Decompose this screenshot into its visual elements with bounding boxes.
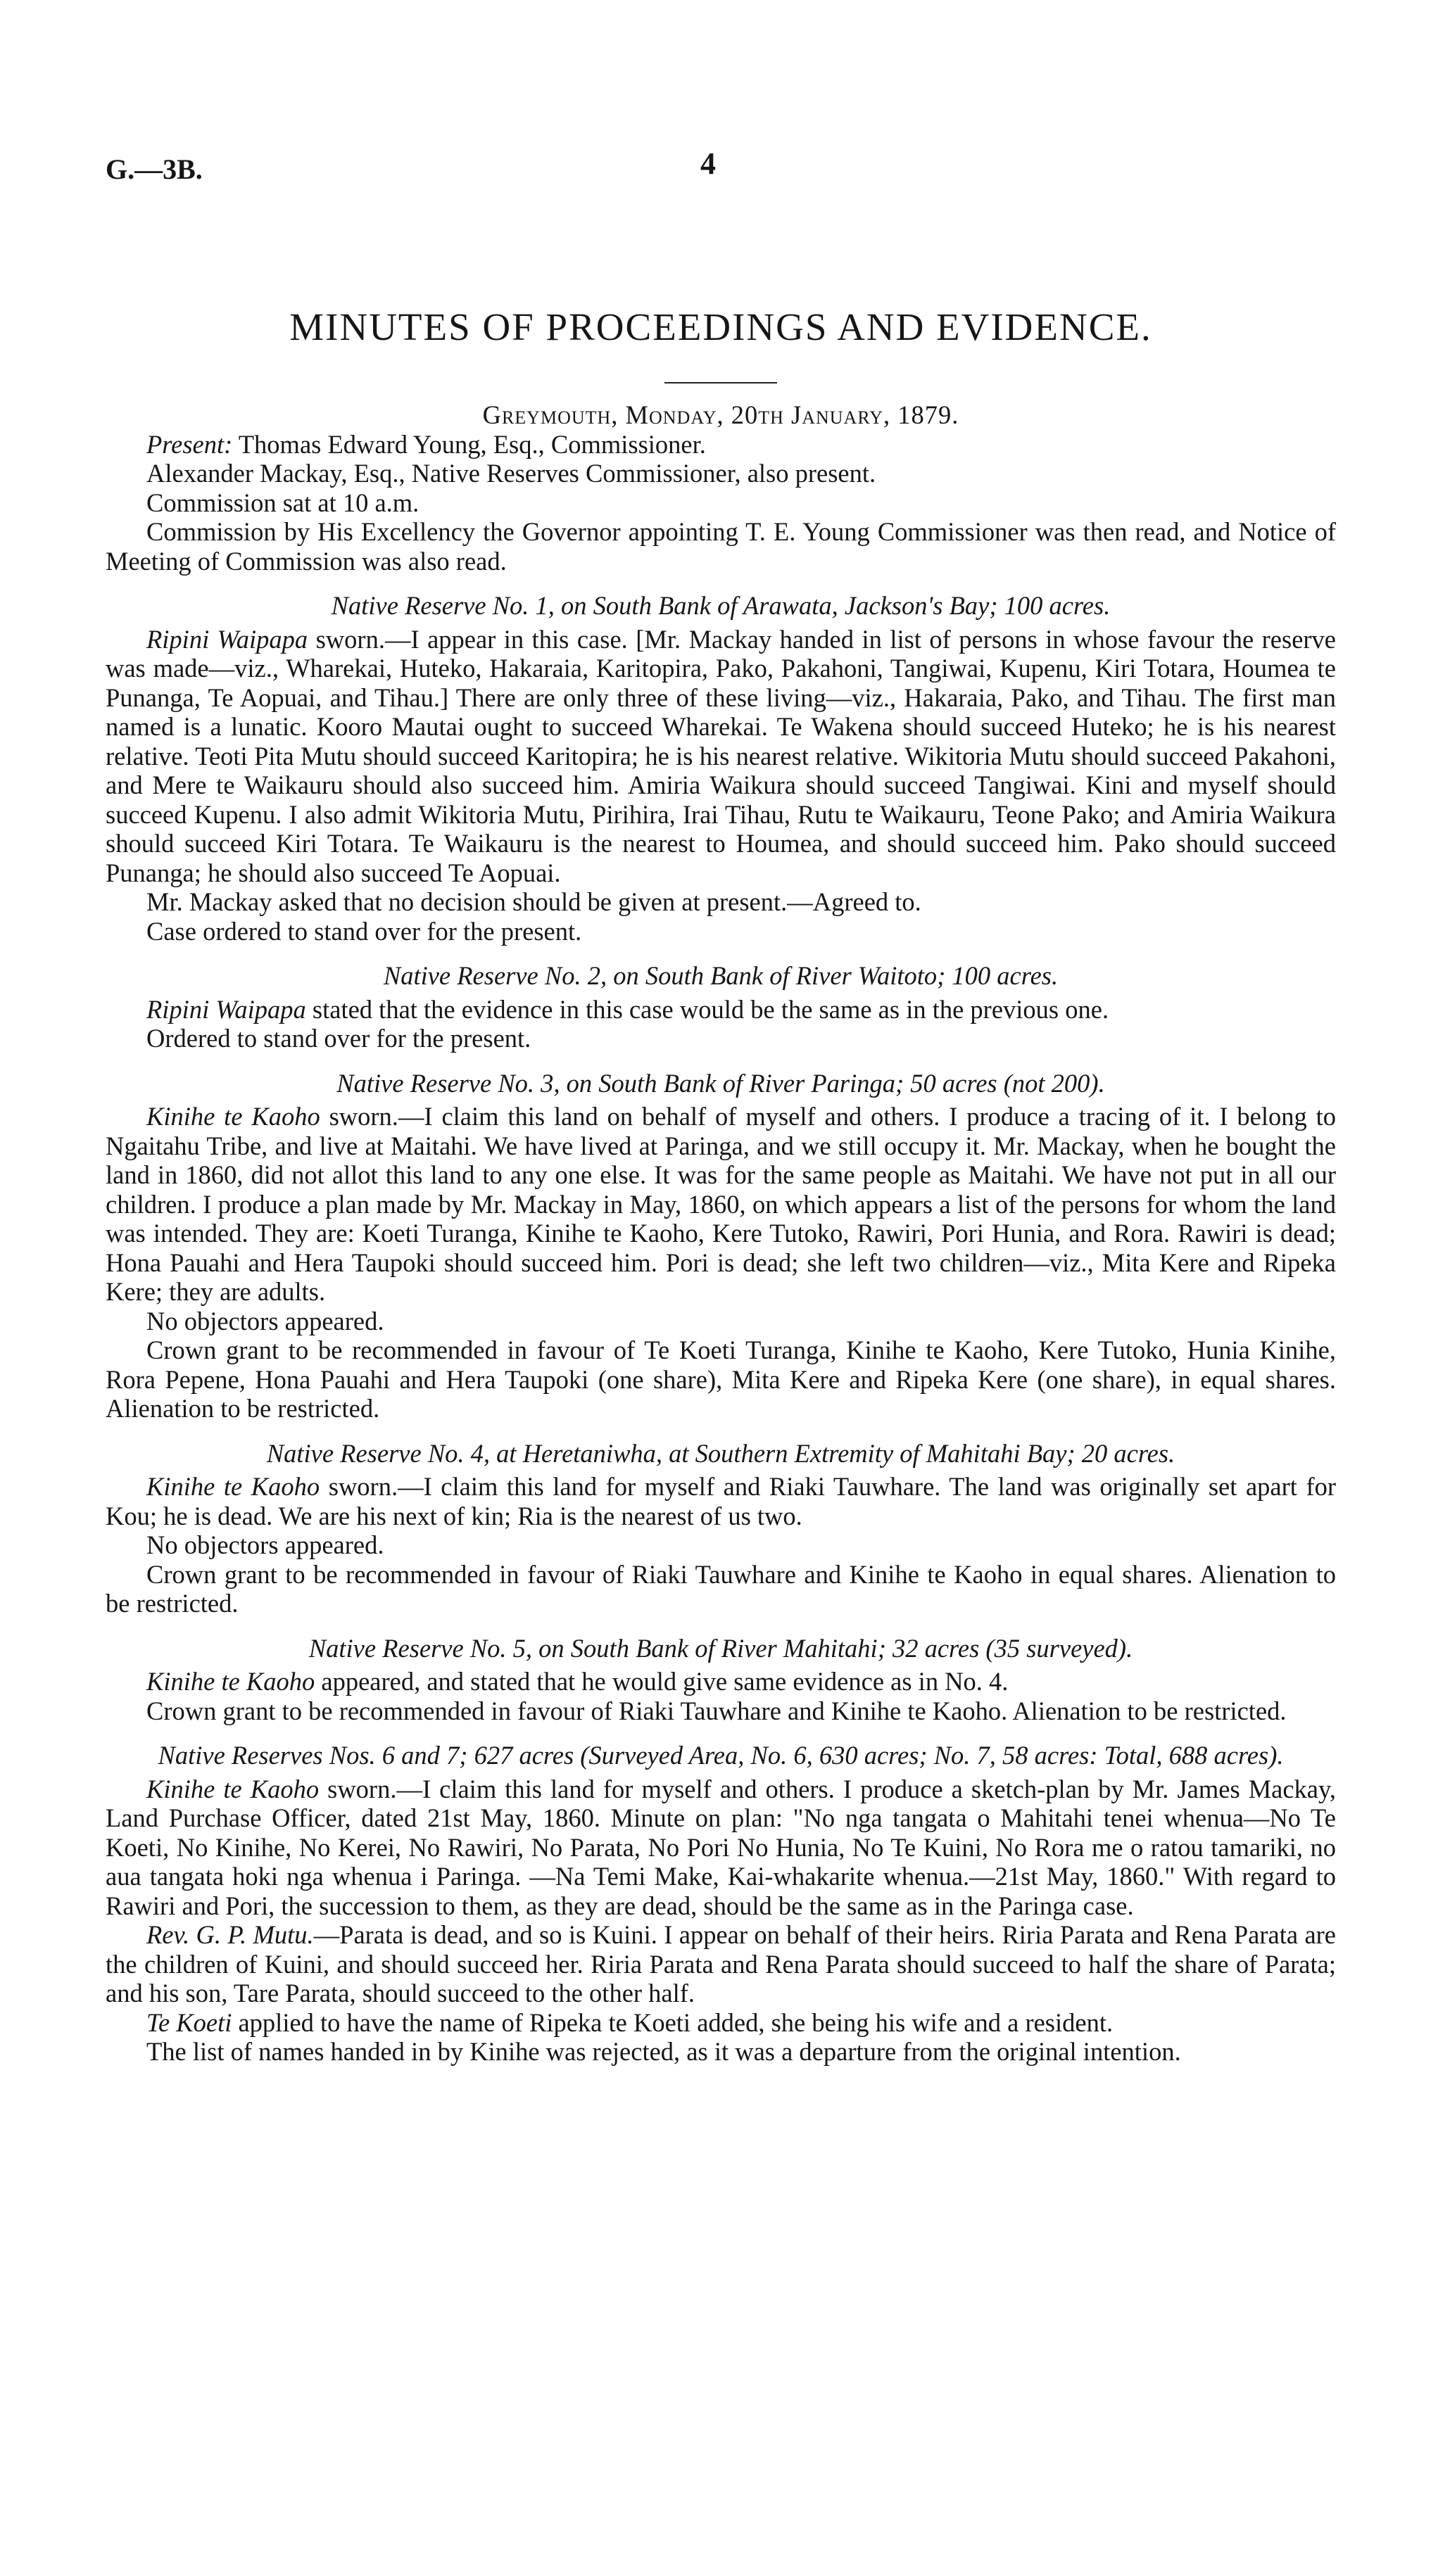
evidence-paragraph [106, 1920, 1336, 2008]
speaker-name: Ripini Waipapa [146, 994, 306, 1024]
section-heading-reserve-4: Native Reserve No. 4, at Heretaniwha, at Southern Extremity of Mahitahi Bay; 20 acres. [266, 1438, 1175, 1468]
evidence-text: sworn.—I claim this land for myself and others. I produce a sketch-plan by Mr. James Mackay, Land Purchase Officer, dated 21st May, 1860. Minute on plan: "No nga tangata o Mahitahi tenei whenua—No Te Koeti, No Kinihe, No Kerei, No Rawiri, No Parata, No Pori No Hunia, No Te Kuini, No Rora me o ratou tamariki, no aua tangata hoki nga whenua i Paringa. —Na Temi Make, Kai-whakarite whenua.—21st May, 1860." With regard to Rawiri and Pori, the succession to them, as they are dead, should be the same as in the Paringa case. [106, 1774, 1336, 1920]
evidence-paragraph [106, 995, 1336, 1024]
section-heading-reserve-2: Native Reserve No. 2, on South Bank of River Waitoto; 100 acres. [383, 961, 1059, 990]
evidence-text: applied to have the name of Ripeka te Koeti added, she being his wife and a resident. [238, 2007, 1114, 2037]
speaker-name: Kinihe te Kaoho [146, 1472, 320, 1501]
evidence-text: sworn.—I appear in this case. [Mr. Mackay handed in list of persons in whose favour the reserve was made—viz., Wharekai, Huteko, Hakaraia, Karitopira, Pako, Pakahoni, Tangiwai, Kupenu, Kiri Totara, Houmea te Punanga, Te Aopuai, and Tihau.] There are only three of these living—viz., Hakaraia, Pako, and Tihau. The first man named is a lunatic. Kooro Mautai ought to succeed Wharekai. Te Wakena should succeed Huteko; he is his nearest relative. Teoti Pita Mutu should succeed Karitopira; he is his nearest relative. Wikitoria Mutu should succeed Pakahoni, and Mere te Waikauru should also succeed him. Amiria Waikura should succeed Tangiwai. Kini and myself should succeed Kupenu. I also admit Wikitoria Mutu, Pirihira, Irai Tihau, Rutu te Waikauru, Teone Pako; and Amiria Waikura should succeed Kiri Totara. Te Waikauru is the nearest to Houmea, and should succeed him. Pako should succeed Punanga; he should also succeed Te Aopuai. [106, 624, 1337, 887]
speaker-name: Kinihe te Kaoho [146, 1102, 320, 1131]
note-line: Mr. Mackay asked that no decision should be given at present.—Agreed to. [146, 887, 921, 916]
evidence-text: stated that the evidence in this case would be the same as in the previous one. [312, 994, 1109, 1024]
speaker-name: Rev. G. P. Mutu. [146, 1920, 314, 1949]
page-number: 4 [700, 146, 716, 181]
evidence-text: —Parata is dead, and so is Kuini. I appear on behalf of their heirs. Riria Parata and Rena Parata are the children of Kuini, and should succeed her. Riria Parata and Rena Parata should succeed to half the share of Parata; and his son, Tare Parata, should succeed to the other half. [106, 1920, 1337, 2007]
evidence-paragraph [106, 1102, 1336, 1307]
evidence-paragraph [106, 2008, 1336, 2038]
evidence-paragraph [106, 1775, 1336, 1921]
note-paragraph: Crown grant to be recommended in favour of Riaki Tauwhare and Kinihe te Kaoho. Alienation to be restricted. [146, 1696, 1287, 1725]
section-heading-reserve-3: Native Reserve No. 3, on South Bank of River Paringa; 50 acres (not 200). [336, 1068, 1105, 1098]
opening-line: Commission sat at 10 a.m. [146, 488, 420, 517]
date-line: Greymouth, Monday, 20th January, 1879. [482, 400, 959, 429]
running-header [106, 141, 1336, 197]
speaker-name: Ripini Waipapa [146, 624, 308, 654]
evidence-paragraph [106, 1667, 1336, 1696]
section-heading-reserve-5: Native Reserve No. 5, on South Bank of River Mahitahi; 32 acres (35 surveyed). [308, 1633, 1133, 1663]
speaker-name: Kinihe te Kaoho [146, 1667, 315, 1696]
speaker-name: Te Koeti [146, 2007, 232, 2037]
evidence-text: appeared, and stated that he would give same evidence as in No. 4. [321, 1667, 1009, 1696]
note-line: Case ordered to stand over for the present. [146, 916, 582, 946]
note-paragraph: The list of names handed in by Kinihe was rejected, as it was a departure from the original intention. [146, 2037, 1181, 2066]
opening-paragraph: Commission by His Excellency the Governor appointing T. E. Young Commissioner was then read, and Notice of Meeting of Commission was also read. [106, 517, 1336, 576]
evidence-text: sworn.—I claim this land on behalf of myself and others. I produce a tracing of it. I belong to Ngaitahu Tribe, and live at Maitahi. We have lived at Paringa, and we still occupy it. Mr. Mackay, when he bought the land in 1860, did not allot this land to any one else. It was for the same people as Maitahi. We have not put in all our children. I produce a plan made by Mr. Mackay in May, 1860, on which appears a list of the persons for whom the land was intended. They are: Koeti Turanga, Kinihe te Kaoho, Kere Tutoko, Rawiri, Pori Hunia, and Rora. Rawiri is dead; Hona Pauahi and Hera Taupoki should succeed him. Pori is dead; she left two children—viz., Mita Kere and Ripeka Kere; they are adults. [106, 1102, 1337, 1306]
evidence-paragraph [106, 1472, 1336, 1530]
note-line: No objectors appeared. [146, 1530, 384, 1559]
evidence-text: sworn.—I claim this land for myself and Riaki Tauwhare. The land was originally set apart for Kou; he is dead. We are his next of kin; Ria is the nearest of us two. [106, 1472, 1337, 1530]
section-heading-reserves-6-7: Native Reserves Nos. 6 and 7; 627 acres (Surveyed Area, No. 6, 630 acres; No. 7, 58 acres: Total, 688 acres). [158, 1741, 1284, 1770]
section-heading-reserve-1: Native Reserve No. 1, on South Bank of Arawata, Jackson's Bay; 100 acres. [331, 591, 1111, 620]
present-line [106, 430, 1336, 459]
present-label: Present: [146, 429, 233, 459]
note-line: No objectors appeared. [146, 1306, 384, 1335]
evidence-paragraph [106, 625, 1336, 888]
page-title: MINUTES OF PROCEEDINGS AND EVIDENCE. [289, 305, 1152, 348]
opening-line: Alexander Mackay, Esq., Native Reserves Commissioner, also present. [146, 459, 876, 488]
document-reference: G.—3B. [106, 153, 203, 185]
note-paragraph: Crown grant to be recommended in favour of Te Koeti Turanga, Kinihe te Kaoho, Kere Tutoko, Hunia Kinihe, Rora Pepene, Hona Pauahi and Hera Taupoki (one share), Mita Kere and Ripeka Kere (one share), in equal shares. Alienation to be restricted. [106, 1335, 1336, 1423]
present-text: Thomas Edward Young, Esq., Commissioner. [238, 429, 706, 459]
note-paragraph: Crown grant to be recommended in favour of Riaki Tauwhare and Kinihe te Kaoho in equal shares. Alienation to be restricted. [106, 1559, 1336, 1618]
note-line: Ordered to stand over for the present. [146, 1024, 531, 1053]
title-divider [664, 382, 777, 383]
speaker-name: Kinihe te Kaoho [146, 1774, 320, 1803]
